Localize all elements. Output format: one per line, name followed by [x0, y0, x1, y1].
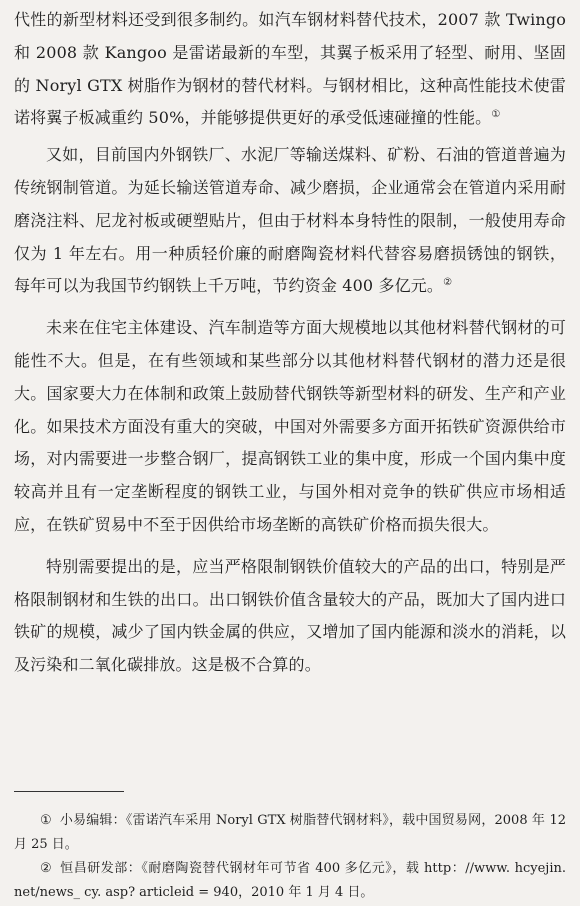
body-paragraph-1 [14, 4, 566, 135]
footnotes [14, 809, 566, 905]
footnote-ref-2[interactable]: ② [443, 277, 453, 289]
paragraph-text: 代性的新型材料还受到很多制约。如汽车钢材料替代技术，2007 款 Twingo 和 2008 款 Kangoo 是雷诺最新的车型，其翼子板采用了轻型、耐用、坚固的 Noryl GTX 树脂作为钢材的替代材料。与钢材相比，这种高性能技术使雷诺将翼子板减重约 50%，并能够提供更好的承受低速碰撞的性能。 [14, 10, 566, 128]
footnote-2 [14, 857, 566, 905]
paragraph-text: 未来在住宅主体建设、汽车制造等方面大规模地以其他材料替代钢材的可能性不大。但是，在有些领域和某些部分以其他材料替代钢材的潜力还是很大。国家要大力在体制和政策上鼓励替代钢铁等新型材料的研发、生产和产业化。如果技术方面没有重大的突破，中国对外需要多方面开拓铁矿资源供给市场，对内需要进一步整合钢厂，提高钢铁工业的集中度，形成一个国内集中度较高并且有一定垄断程度的钢铁工业，与国外相对竞争的铁矿供应市场相适应，在铁矿贸易中不至于因供给市场垄断的高铁矿价格而损失很大。 [14, 318, 566, 534]
footnote-1 [14, 809, 566, 857]
body-paragraph-2 [14, 139, 566, 303]
footnote-mark: ① [40, 813, 52, 828]
body-paragraph-4 [14, 551, 566, 682]
footnote-text: 恒昌研发部：《耐磨陶瓷替代钢材年可节省 400 多亿元》，载 http：//www. hcyejin. net/news_ cy. asp? articleid = 940，2010 年 1 月 4 日。 [14, 861, 566, 900]
footnote-divider [14, 791, 124, 792]
paragraph-text: 又如，目前国内外钢铁厂、水泥厂等输送煤料、矿粉、石油的管道普遍为传统钢制管道。为延长输送管道寿命、减少磨损，企业通常会在管道内采用耐磨浇注料、尼龙衬板或硬塑贴片，但由于材料本身特性的限制，一般使用寿命仅为 1 年左右。用一种质轻价廉的耐磨陶瓷材料代替容易磨损锈蚀的钢铁，每年可以为我国节约钢铁上千万吨，节约资金 400 多亿元。 [14, 145, 566, 296]
footnote-mark: ② [40, 861, 52, 876]
footnote-text: 小易编辑：《雷诺汽车采用 Noryl GTX 树脂替代钢材料》，载中国贸易网，2008 年 12 月 25 日。 [14, 813, 566, 852]
paragraph-text: 特别需要提出的是，应当严格限制钢铁价值较大的产品的出口，特别是严格限制钢材和生铁的出口。出口钢铁价值含量较大的产品，既加大了国内进口铁矿的规模，减少了国内铁金属的供应，又增加了国内能源和淡水的消耗，以及污染和二氧化碳排放。这是极不合算的。 [14, 556, 566, 675]
body-paragraph-3 [14, 312, 566, 542]
footnote-ref-1[interactable]: ① [491, 109, 501, 121]
